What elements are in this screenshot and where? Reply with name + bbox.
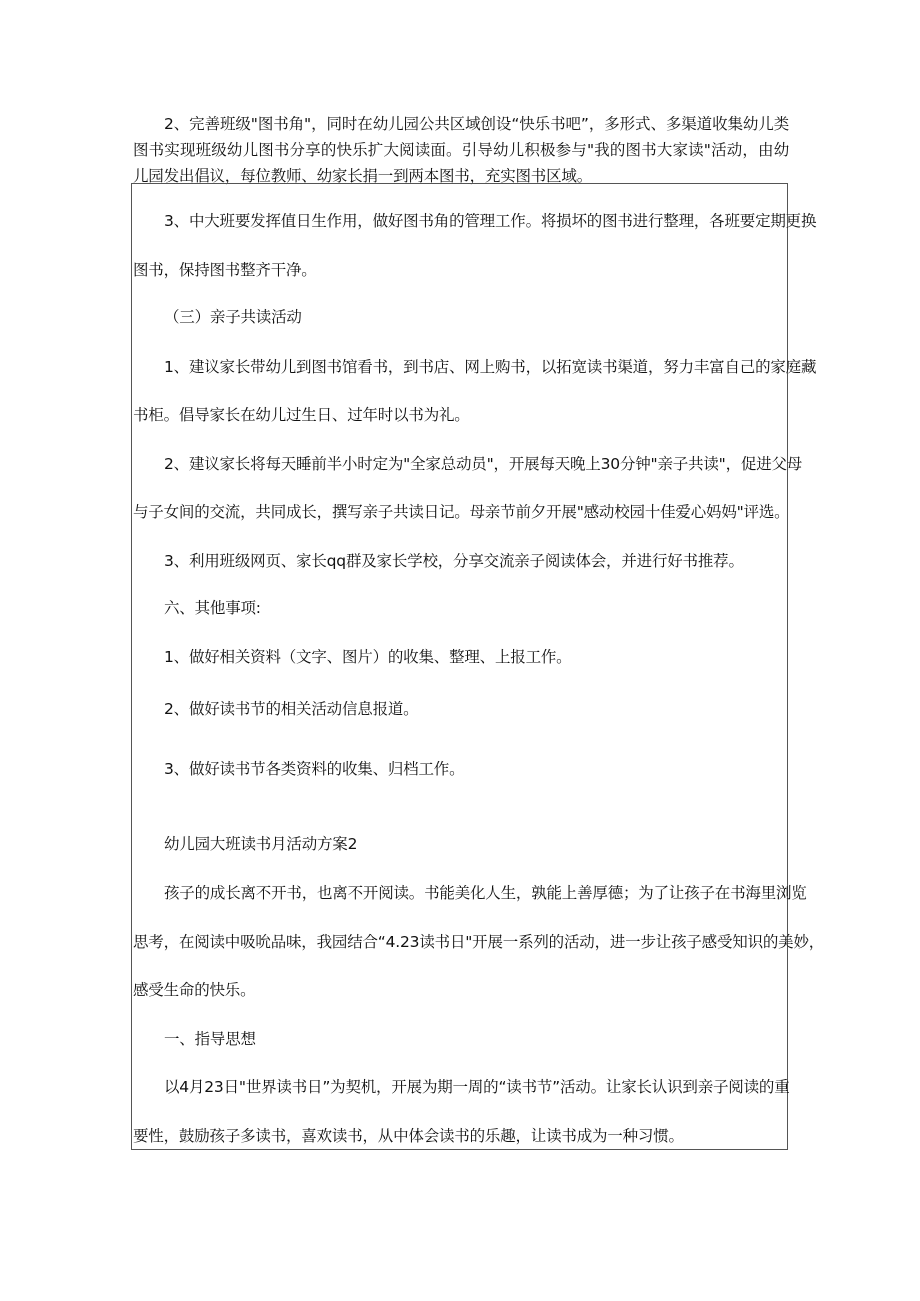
text-line: 1、建议家长带幼儿到图书馆看书，到书店、网上购书，以拓宽读书渠道，努力丰富自己的家庭藏 bbox=[164, 358, 817, 376]
text-line: 以4月23日"世界读书日”为契机，开展为期一周的“读书节”活动。让家长认识到亲子阅读的重 bbox=[164, 1078, 790, 1096]
text-line: 2、建议家长将每天睡前半小时定为"全家总动员"，开展每天晚上30分钟"亲子共读"，促进父母 bbox=[164, 455, 803, 473]
text-line: 孩子的成长离不开书，也离不开阅读。书能美化人生，孰能上善厚德；为了让孩子在书海里浏览 bbox=[164, 884, 807, 902]
text-line: 图书，保持图书整齐干净。 bbox=[133, 261, 317, 279]
text-line: 3、利用班级网页、家长qq群及家长学校，分享交流亲子阅读体会，并进行好书推荐。 bbox=[164, 552, 744, 570]
text-line: 感受生命的快乐。 bbox=[133, 981, 256, 999]
list-item: 1、做好相关资料（文字、图片）的收集、整理、上报工作。 bbox=[164, 648, 572, 666]
text-line: 要性，鼓励孩子多读书，喜欢读书，从中体会读书的乐趣，让读书成为一种习惯。 bbox=[133, 1127, 684, 1145]
section-heading: （三）亲子共读活动 bbox=[164, 308, 302, 326]
section-heading: 一、指导思想 bbox=[164, 1030, 256, 1048]
text-line: 与子女间的交流，共同成长，撰写亲子共读日记。母亲节前夕开展"感动校园十佳爱心妈妈"评选。 bbox=[133, 503, 790, 521]
text-line: 3、中大班要发挥值日生作用，做好图书角的管理工作。将损坏的图书进行整理，各班要定期更换 bbox=[164, 212, 817, 230]
text-line: 思考，在阅读中吸吮品味，我园结合“4.23读书日"开展一系列的活动，进一步让孩子感受知识的美妙， bbox=[133, 933, 825, 951]
top-paragraph: 2、完善班级"图书角"，同时在幼儿园公共区域创设“快乐书吧”，多形式、多渠道收集幼儿类图书实现班级幼儿图书分享的快乐扩大阅读面。引导幼儿积极参与"我的图书大家读"活动，由幼儿园发出倡议，每位教师、幼家长捐一到两本图书，充实图书区域。 bbox=[133, 115, 789, 185]
list-item: 2、做好读书节的相关活动信息报道。 bbox=[164, 700, 419, 718]
text-line: 书柜。倡导家长在幼儿过生日、过年时以书为礼。 bbox=[133, 406, 470, 424]
document-title: 幼儿园大班读书月活动方案2 bbox=[164, 835, 358, 853]
list-item: 3、做好读书节各类资料的收集、归档工作。 bbox=[164, 760, 465, 778]
section-heading: 六、其他事项: bbox=[164, 599, 261, 617]
